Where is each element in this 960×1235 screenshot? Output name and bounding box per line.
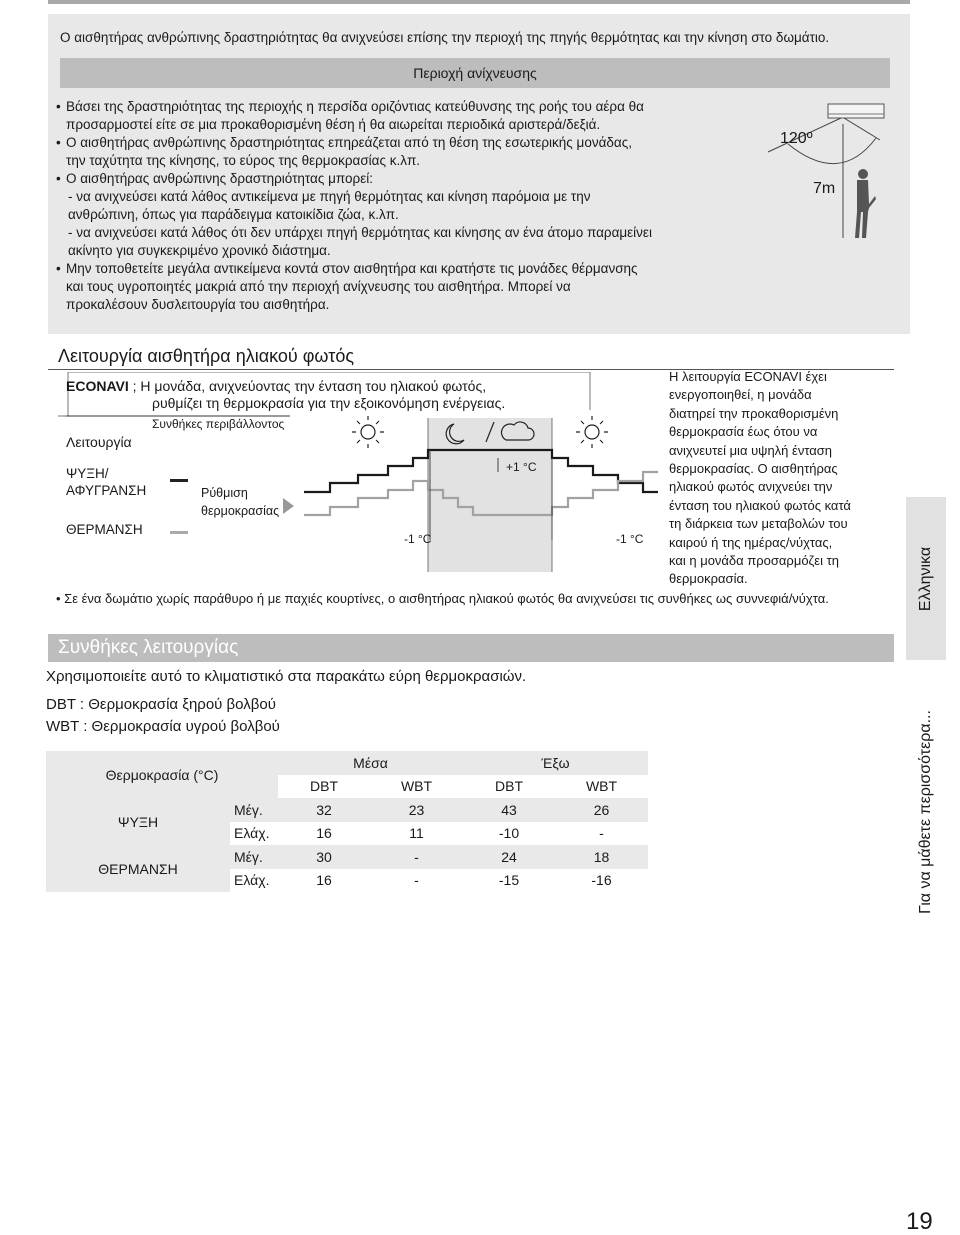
conditions-intro: Χρησιμοποιείτε αυτό το κλιματιστικό στα παρακάτω εύρη θερμοκρασιών. xyxy=(46,668,527,685)
table-cell: -10 xyxy=(498,825,520,842)
dash-item: - να ανιχνεύσει κατά λάθος ότι δεν υπάρχει πηγή θερμότητας και κίνησης αν ένα άτομο παραμείνει ακίνητο για συγκεκριμένο χρονικό διάστημα. xyxy=(68,225,652,258)
person-icon xyxy=(855,169,876,238)
sensor-figure xyxy=(728,100,888,246)
table-cell: - xyxy=(599,825,604,842)
outside-header: Έξω xyxy=(463,751,648,775)
table-cell: 11 xyxy=(409,825,424,842)
table-cell: - xyxy=(414,872,419,889)
solar-note: • Σε ένα δωμάτιο χωρίς παράθυρο ή με παχιές κουρτίνες, ο αισθητήρας ηλιακού φωτός θα ανιχνεύσει τις συνθήκες ως συννεφιά/νύχτα. xyxy=(56,591,829,606)
conditions-table xyxy=(46,751,648,892)
dash-item: - να ανιχνεύσει κατά λάθος αντικείμενα με πηγή θερμότητας και κίνηση παρόμοια με την ανθρώπινη, όπως για παράδειγμα κατοικίδια ζώα, κ.λπ. xyxy=(68,189,591,222)
language-tab xyxy=(906,497,946,660)
minus-one-mark: -1 °C xyxy=(616,532,644,546)
sun-icon xyxy=(352,416,384,448)
table-cell: DBT xyxy=(495,778,523,795)
table-cell: 16 xyxy=(316,872,332,889)
solar-heading: Λειτουργία αισθητήρα ηλιακού φωτός xyxy=(48,342,894,370)
mode-cell: ΨΥΞΗ xyxy=(117,813,159,830)
wbt-definition: WBT : Θερμοκρασία υγρού βολβού xyxy=(46,718,280,735)
angle-label: 120º xyxy=(780,130,813,147)
detection-notes xyxy=(56,98,716,314)
list-item: • Ο αισθητήρας ανθρώπινης δραστηριότητας επηρεάζεται από τη θέση της εσωτερικής μονάδας, την ταχύτητα της κίνησης, το εύρος της θερμοκρασίας κ.λπ. xyxy=(56,134,716,170)
table-cell: Μέγ. xyxy=(234,848,263,865)
sun-icon xyxy=(576,416,608,448)
table-cell: Μέγ. xyxy=(234,801,263,818)
page-number: 19 xyxy=(906,1208,933,1235)
sensor-diagram xyxy=(728,100,888,246)
econavi-description: ECONAVI ; Η μονάδα, ανιχνεύοντας την ένταση του ηλιακού φωτός, ρυθμίζει τη θερμοκρασία για την εξοικονόμηση ενέργειας. xyxy=(66,378,506,411)
table-cell: 26 xyxy=(593,801,610,818)
dbt-definition: DBT : Θερμοκρασία ξηρού βολβού xyxy=(46,696,276,713)
table-cell: Ελάχ. xyxy=(234,825,270,842)
table-cell: 18 xyxy=(593,848,610,865)
table-cell: -16 xyxy=(591,872,612,889)
operation-label: Λειτουργία xyxy=(66,434,132,450)
table-cell: 30 xyxy=(316,848,332,865)
table-cell: DBT xyxy=(310,778,338,795)
list-item: • Ο αισθητήρας ανθρώπινης δραστηριότητας μπορεί: xyxy=(56,170,716,188)
cooling-label: ΨΥΞΗ/ ΑΦΥΓΡΑΝΣΗ xyxy=(66,466,147,498)
area-title: Περιοχή ανίχνευσης xyxy=(60,58,890,88)
minus-one-mark: -1 °C xyxy=(404,532,432,546)
arrow-icon xyxy=(283,498,294,514)
table-cell: WBT xyxy=(400,778,433,795)
mode-cell: ΘΕΡΜΑΝΣΗ xyxy=(98,860,178,877)
table-cell: - xyxy=(414,848,419,865)
table-cell: -15 xyxy=(498,872,520,889)
inside-header: Μέσα xyxy=(278,751,463,775)
table-cell: 16 xyxy=(316,825,332,842)
temp-header: Θερμοκρασία (°C) xyxy=(46,751,278,798)
cooling-legend xyxy=(170,479,188,482)
more-info-label: Για να μάθετε περισσότερα... xyxy=(917,710,934,914)
heating-label: ΘΕΡΜΑΝΣΗ xyxy=(66,522,143,537)
list-item: • Βάσει της δραστηριότητας της περιοχής η περσίδα οριζόντιας κατεύθυνσης της ροής του αέρα θα προσαρμοστεί είτε σε μια προκαθορισμένη θέση ή θα αιωρείται περιοδικά αριστερά/δεξιά. xyxy=(56,98,716,134)
plus-one-mark: +1 °C xyxy=(506,460,537,474)
table-row xyxy=(46,798,648,822)
distance-label: 7m xyxy=(813,180,836,197)
table-cell: 32 xyxy=(316,801,332,818)
table-row xyxy=(46,845,648,869)
ambient-label: Συνθήκες περιβάλλοντος xyxy=(152,417,285,431)
table-cell: 23 xyxy=(408,801,425,818)
detection-section xyxy=(48,14,910,334)
list-item: • Μην τοποθετείτε μεγάλα αντικείμενα κοντά στον αισθητήρα και κρατήστε τις μονάδες θέρμανσης και τους υγροποιητές μακριά από την περιοχή ανίχνευσης του αισθητήρα. Μπορεί να προκαλέσουν δυσλειτουργία του αισθητήρα. xyxy=(56,260,716,314)
intro-text: Ο αισθητήρας ανθρώπινης δραστηριότητας θα ανιχνεύσει επίσης την περιοχή της πηγής θερμότητας και την κίνηση στο δωμάτιο. xyxy=(60,30,830,45)
language-label: Ελληνικα xyxy=(917,546,934,612)
econavi-brand: ECONAVI xyxy=(66,378,129,394)
econavi-explanation: Η λειτουργία ECONAVI έχει ενεργοποιηθεί, η μονάδα διατηρεί την προκαθορισμένη θερμοκρασία έως ότου να ανιχνευτεί μια υψηλή ένταση θερμοκρασίας. Ο αισθητήρας ηλιακού φωτός ανιχνεύει την ένταση του ηλιακού φωτός κατά τη διάρκεια των μεταβολών του καιρού ή της ημέρας/νύχτας, και η μονάδα προσαρμόζει τη θερμοκρασία. xyxy=(669,369,851,587)
adjust-label: Ρύθμιση θερμοκρασίας xyxy=(201,486,280,518)
solar-chart xyxy=(58,372,658,572)
table-cell: WBT xyxy=(585,778,618,795)
night-zone xyxy=(428,418,552,572)
table-cell: 43 xyxy=(501,801,517,818)
heating-legend xyxy=(170,531,188,534)
table-cell: Ελάχ. xyxy=(234,872,270,889)
table-cell: 24 xyxy=(501,848,517,865)
top-rule xyxy=(48,0,910,4)
indoor-unit xyxy=(828,104,884,118)
conditions-heading: Συνθήκες λειτουργίας xyxy=(48,634,894,662)
